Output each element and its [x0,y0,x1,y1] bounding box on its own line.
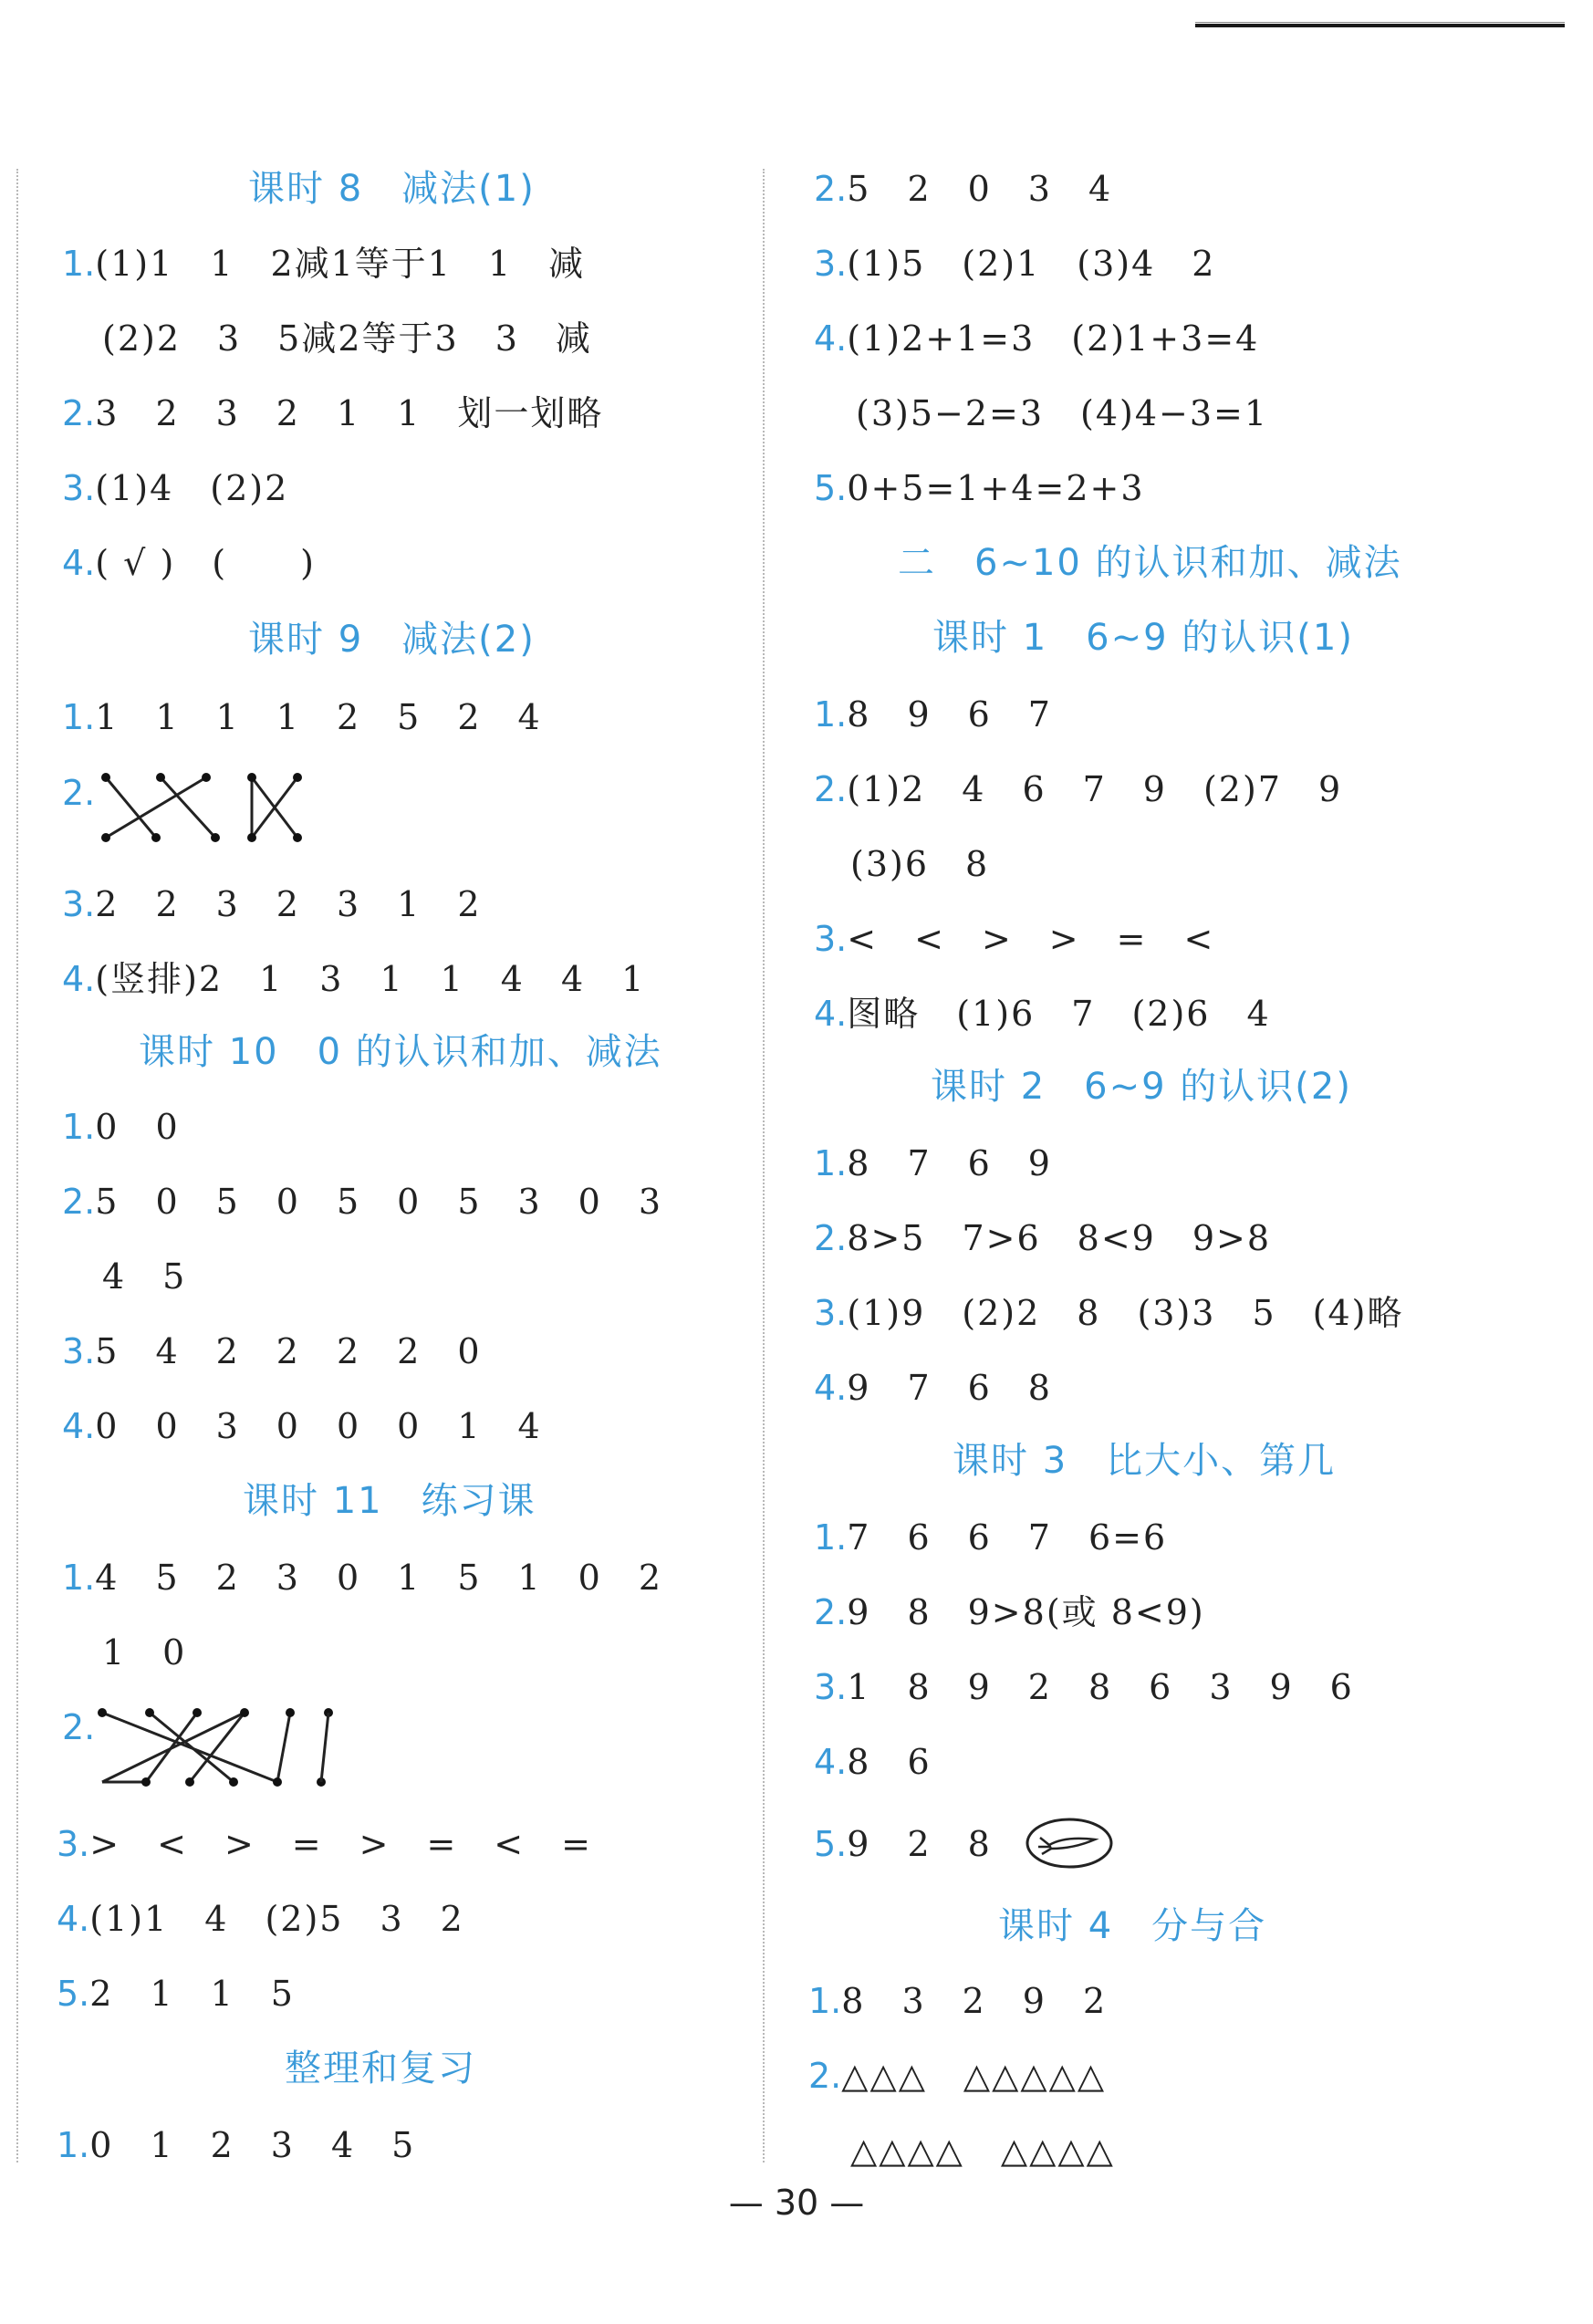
answer-row [814,976,1271,1051]
question-number: 1. [62,1107,96,1147]
answer-text: (1)2 4 6 7 9 (2)7 9 [847,769,1343,809]
question-number: 4. [57,1899,90,1939]
answer-row [814,901,1214,976]
question-number: 3. [57,1824,90,1864]
lesson-10-heading: 课时 10 0 的认识和加、减法 [139,1031,662,1073]
answer-text: 7 6 6 7 6=6 [847,1517,1168,1558]
answer-text: 0+5=1+4=2+3 [847,468,1145,508]
answer-row [814,1650,1354,1725]
answer-row [814,151,1112,226]
answer-row [814,1725,932,1799]
answer-row [102,1615,186,1690]
question-number: 1. [57,2125,90,2165]
header-rule-thin [1195,22,1565,23]
answer-row [102,1239,186,1314]
answer-row [62,1314,482,1389]
lesson-11-heading: 课时 11 练习课 [243,1480,536,1522]
question-number: 3. [62,468,96,508]
question-number: 2. [814,769,848,809]
answer-row [850,2113,1115,2188]
answer-row [62,376,603,451]
answer-text: (1)5 (2)1 (3)4 2 [847,244,1216,284]
answer-row [62,756,95,830]
answer-text: 5 2 0 3 4 [847,169,1113,209]
matching-diagram-2 [95,1702,341,1793]
question-number: 3. [814,1293,848,1333]
answer-text: (3)6 8 [850,844,990,884]
unit-heading: 二 6~10 的认识和加、减法 [898,542,1402,584]
answer-text: (3)5−2=3 (4)4−3=1 [856,393,1269,433]
answer-text: 5 4 2 2 2 2 0 [95,1331,482,1371]
answer-row [814,1126,1052,1201]
page-number: — 30 — [728,2183,865,2223]
question-number: 1. [814,1517,848,1558]
answer-row [62,680,542,755]
answer-text: 4 5 2 3 0 1 5 1 0 2 [95,1558,663,1598]
question-number: 1. [808,1981,842,2021]
answer-text: 8 6 [847,1742,932,1782]
matching-diagram-1 [99,766,308,849]
answer-text: 8 9 6 7 [847,694,1052,735]
answer-row [808,2038,1106,2113]
answer-text: 8 3 2 9 2 [841,1981,1108,2021]
question-number: 5. [814,1824,848,1864]
lesson-3-heading: 课时 3 比大小、第几 [953,1440,1337,1482]
answer-row [814,1276,1403,1350]
answer-text: 1 1 1 1 2 5 2 4 [95,697,542,737]
answer-row [814,1500,1167,1575]
answer-row [62,1164,662,1239]
question-number: 4. [814,318,848,359]
question-number: 3. [62,1331,96,1371]
question-number: 4. [814,1368,848,1408]
answer-row [57,1807,592,1881]
question-number: 3. [814,1667,848,1707]
answer-row [808,1964,1107,2038]
answer-text: 0 0 3 0 0 0 1 4 [95,1406,542,1446]
answer-row [62,942,645,1016]
left-margin-line [16,169,18,2162]
answer-row [62,867,482,942]
answer-row [62,1690,95,1765]
answer-text: △△△ △△△△△ [841,2056,1107,2096]
question-number: 3. [814,919,848,959]
lesson-1-heading: 课时 1 6~9 的认识(1) [932,617,1354,659]
answer-text: 0 0 [95,1107,180,1147]
answer-text: 8 7 6 9 [847,1143,1052,1183]
header-rule [1195,24,1565,27]
question-number: 3. [62,884,96,924]
answer-row [62,526,316,600]
answer-text: 2 2 3 2 3 1 2 [95,884,482,924]
question-number: 2. [814,1218,848,1258]
answer-row [62,1540,662,1615]
question-number: 2. [62,1182,96,1222]
answer-text: 9 8 9>8(或 8<9) [847,1592,1205,1632]
answer-row [814,752,1342,827]
question-number: 5. [814,468,848,508]
answer-text: 4 5 [102,1256,187,1297]
answer-row [814,677,1052,752]
question-number: 2. [62,773,96,813]
question-number: 2. [814,169,848,209]
question-number: 1. [62,244,96,284]
answer-text: (1)4 (2)2 [95,468,289,508]
review-heading: 整理和复习 [285,2048,476,2090]
answer-row [57,1956,295,2031]
lesson-4-heading: 课时 4 分与合 [998,1905,1267,1947]
answer-row [57,2108,415,2183]
question-number: 1. [814,1143,848,1183]
question-number: 2. [62,1707,96,1747]
question-number: 2. [62,393,96,433]
answer-text: > < > = > = < = [89,1824,592,1864]
answer-text: 5 0 5 0 5 0 5 3 0 3 [95,1182,663,1222]
answer-text: (1)1 4 (2)5 3 2 [89,1899,464,1939]
answer-row [814,451,1145,526]
question-number: 4. [62,543,96,583]
answer-text: ( √ ) ( ) [95,543,316,583]
lesson-2-heading: 课时 2 6~9 的认识(2) [931,1066,1352,1108]
answer-row [850,827,989,901]
answer-text: 9 2 8 [847,1824,992,1864]
answer-text: 图略 (1)6 7 (2)6 4 [847,994,1271,1034]
question-number: 1. [62,697,96,737]
answer-row [814,1201,1271,1276]
question-number: 2. [808,2056,842,2096]
column-divider [763,169,765,2162]
answer-row [62,451,288,526]
answer-text: (1)1 1 2减1等于1 1 减 [95,244,586,284]
question-number: 4. [814,1742,848,1782]
lesson-8-heading: 课时 8 减法(1) [248,168,536,210]
answer-row [62,226,585,301]
question-number: 2. [814,1592,848,1632]
answer-text: 2 1 1 5 [89,1974,295,2014]
carrot-icon [1024,1816,1115,1871]
question-number: 4. [62,1406,96,1446]
answer-row [814,1807,992,1881]
question-number: 3. [814,244,848,284]
answer-text: 1 0 [102,1632,187,1673]
answer-text: 9 7 6 8 [847,1368,1052,1408]
answer-text: 8>5 7>6 8<9 9>8 [847,1218,1272,1258]
answer-row [57,1881,464,1956]
question-number: 5. [57,1974,90,2014]
answer-row [62,1389,542,1464]
answer-text: < < > > = < [847,919,1215,959]
question-number: 1. [814,694,848,735]
question-number: 1. [62,1558,96,1598]
answer-text: 1 8 9 2 8 6 3 9 6 [847,1667,1354,1707]
answer-text: (1)2+1=3 (2)1+3=4 [847,318,1260,359]
answer-row [814,226,1215,301]
answer-text: 3 2 3 2 1 1 划一划略 [95,393,604,433]
answer-row [814,1575,1205,1650]
answer-row [814,301,1259,376]
question-number: 4. [62,959,96,999]
lesson-9-heading: 课时 9 减法(2) [248,619,536,661]
answer-row [102,301,592,376]
answer-text: 0 1 2 3 4 5 [89,2125,416,2165]
answer-text: (竖排)2 1 3 1 1 4 4 1 [95,959,646,999]
answer-text: △△△△ △△△△ [850,2131,1115,2171]
answer-text: (1)9 (2)2 8 (3)3 5 (4)略 [847,1293,1404,1333]
answer-row [814,1350,1052,1425]
answer-text: (2)2 3 5减2等于3 3 减 [102,318,592,359]
answer-row [856,376,1268,451]
question-number: 4. [814,994,848,1034]
answer-row [62,1089,180,1164]
